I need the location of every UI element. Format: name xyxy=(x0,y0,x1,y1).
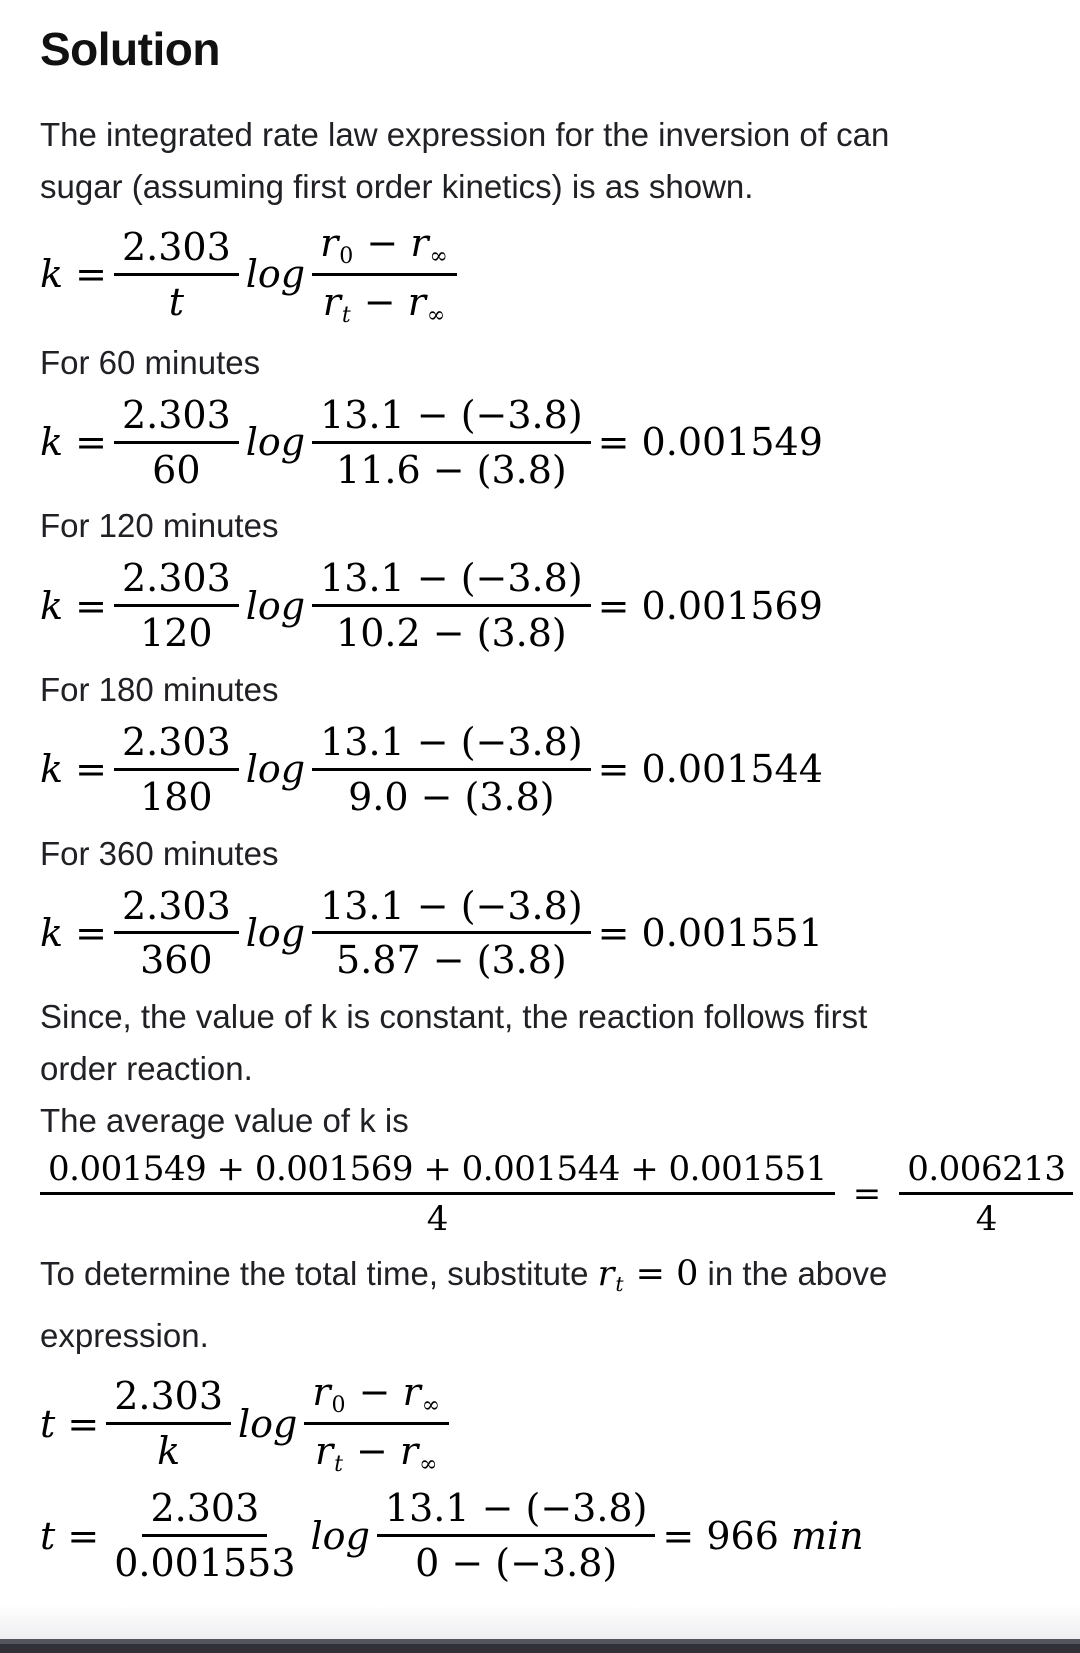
math-fraction xyxy=(304,1370,449,1478)
math-number: 0.001553 xyxy=(114,1540,296,1585)
fraction-denominator xyxy=(132,771,221,820)
math-fraction xyxy=(40,1149,835,1239)
math-number: 180 xyxy=(140,774,213,819)
math-number: 2.303 xyxy=(121,224,231,269)
equation-k-180 xyxy=(40,720,1080,820)
math-fraction xyxy=(312,393,591,493)
math-subscript: 0 xyxy=(331,1393,346,1419)
math-number: 360 xyxy=(140,938,213,983)
math-number: 2.303 xyxy=(121,392,231,437)
section-120-minutes xyxy=(40,500,1080,656)
math-variable: t xyxy=(168,279,184,324)
fraction-denominator xyxy=(328,607,575,656)
math-fraction xyxy=(377,1486,656,1586)
intro-line-2: sugar (assuming first order kinetics) is as shown. xyxy=(40,167,754,205)
math-atom xyxy=(598,747,823,792)
math-fraction xyxy=(106,1374,231,1474)
math-atom xyxy=(40,747,107,792)
fraction-denominator xyxy=(968,1195,1005,1239)
fraction-denominator xyxy=(144,444,208,493)
math-number: = xyxy=(63,911,107,956)
math-atom xyxy=(246,420,305,465)
math-atom xyxy=(40,584,107,629)
fraction-denominator xyxy=(149,1425,188,1474)
math-variable: log xyxy=(245,747,306,792)
math-number: 4 xyxy=(426,1199,448,1240)
section-label: For 360 minutes xyxy=(40,834,279,872)
math-fraction xyxy=(114,884,239,984)
intro-line-1: The integrated rate law expression for the inversion of can xyxy=(40,115,890,153)
math-number: = 0.001569 xyxy=(597,583,823,628)
math-number: = 0 xyxy=(624,1253,699,1294)
fraction-denominator xyxy=(407,1537,625,1586)
math-fraction xyxy=(106,1486,303,1586)
section-label: For 180 minutes xyxy=(40,671,279,708)
average-label: The average value of k is xyxy=(40,1102,409,1140)
math-fraction xyxy=(312,221,457,329)
math-subscript: ∞ xyxy=(421,1393,441,1419)
equation-t-general xyxy=(40,1370,1080,1478)
math-number: 13.1 − (−3.8) xyxy=(320,720,583,764)
fraction-numerator xyxy=(114,720,239,771)
equation-t-final xyxy=(40,1486,1080,1586)
math-variable: k xyxy=(40,911,64,956)
substitute-line-2: expression. xyxy=(40,1317,209,1355)
math-variable: t xyxy=(40,1401,56,1446)
math-atom xyxy=(40,1514,99,1559)
fraction-denominator xyxy=(328,444,575,493)
fraction-numerator xyxy=(312,556,591,607)
math-number: 2.303 xyxy=(121,556,231,601)
math-atom xyxy=(598,911,823,956)
math-number: = xyxy=(63,747,107,792)
math-variable: r xyxy=(402,1370,421,1415)
fraction-numerator xyxy=(312,221,457,276)
math-fraction xyxy=(312,720,591,820)
math-number: 4 xyxy=(975,1199,997,1240)
section-180-minutes xyxy=(40,664,1080,820)
math-fraction xyxy=(312,884,591,984)
inline-math xyxy=(598,1248,699,1310)
math-number: = xyxy=(63,420,107,465)
math-variable: r xyxy=(320,220,339,265)
math-subscript: ∞ xyxy=(419,1452,438,1478)
fraction-numerator xyxy=(377,1486,656,1537)
math-variable: log xyxy=(245,252,306,297)
math-number: 11.6 − (3.8) xyxy=(336,447,567,492)
math-number: 13.1 − (−3.8) xyxy=(320,392,583,437)
bottom-toolbar-edge xyxy=(0,1639,1080,1653)
math-subscript: 0 xyxy=(339,243,354,269)
math-number: = xyxy=(55,1401,100,1446)
math-atom xyxy=(40,252,107,297)
math-number: − xyxy=(351,279,408,324)
fraction-denominator xyxy=(419,1195,456,1239)
math-number: 2.303 xyxy=(114,1374,223,1419)
math-number: = 0.001544 xyxy=(597,747,823,792)
math-atom xyxy=(238,1402,297,1447)
math-number: 2.303 xyxy=(121,720,231,764)
math-number: 9.0 − (3.8) xyxy=(348,774,555,819)
fraction-denominator xyxy=(132,607,221,656)
math-variable: r xyxy=(407,279,426,324)
math-number: − xyxy=(346,1370,403,1415)
substitute-line-1 xyxy=(40,1248,1080,1310)
text-segment: in the above xyxy=(698,1254,888,1292)
conclusion-line-1: Since, the value of k is constant, the reaction follows first xyxy=(40,998,868,1036)
math-variable: r xyxy=(322,279,341,324)
math-atom xyxy=(853,1174,882,1214)
math-variable: log xyxy=(245,420,306,465)
math-fraction xyxy=(114,225,239,325)
math-variable: r xyxy=(597,1253,615,1294)
math-fraction xyxy=(899,1149,1073,1239)
math-atom xyxy=(246,584,305,629)
math-atom xyxy=(311,1514,370,1559)
math-number: = xyxy=(63,252,107,297)
math-atom xyxy=(40,1402,99,1447)
fraction-numerator xyxy=(114,393,239,444)
math-number: = 966 xyxy=(662,1513,791,1558)
math-fraction xyxy=(114,556,239,656)
math-number: = 0.001551 xyxy=(597,911,823,956)
page-bottom-fade xyxy=(0,1605,1080,1639)
math-number: 120 xyxy=(140,611,213,656)
math-atom xyxy=(598,584,823,629)
math-number: 60 xyxy=(152,447,201,492)
page-title: Solution xyxy=(40,23,220,75)
math-number: = 0.001549 xyxy=(597,420,823,465)
fraction-numerator xyxy=(142,1486,267,1537)
math-subscript: t xyxy=(334,1452,343,1478)
math-variable: min xyxy=(790,1513,864,1558)
math-number: 0.006213 xyxy=(907,1149,1066,1190)
math-number: 2.303 xyxy=(121,883,231,928)
math-atom xyxy=(246,252,305,297)
fraction-numerator xyxy=(114,884,239,935)
fraction-denominator xyxy=(106,1537,303,1586)
section-label: For 60 minutes xyxy=(40,343,261,381)
math-number: 5.87 − (3.8) xyxy=(336,938,567,983)
fraction-numerator xyxy=(106,1374,231,1425)
math-number: 13.1 − (−3.8) xyxy=(320,883,583,928)
math-variable: k xyxy=(157,1429,181,1474)
math-number: 2.303 xyxy=(150,1486,260,1531)
fraction-denominator xyxy=(161,276,192,325)
math-subscript: ∞ xyxy=(429,243,448,269)
equation-k-360 xyxy=(40,884,1080,984)
math-subscript: t xyxy=(615,1272,624,1297)
fraction-numerator xyxy=(312,393,591,444)
fraction-numerator xyxy=(312,720,591,771)
math-number: = xyxy=(63,583,107,628)
math-variable: r xyxy=(314,1429,334,1474)
math-atom xyxy=(246,911,305,956)
math-variable: k xyxy=(40,420,64,465)
math-fraction xyxy=(312,556,591,656)
math-number: 10.2 − (3.8) xyxy=(336,611,567,656)
math-variable: log xyxy=(245,911,306,956)
fraction-denominator xyxy=(328,934,575,983)
math-atom xyxy=(246,747,305,792)
math-variable: log xyxy=(310,1513,370,1558)
section-label: For 120 minutes xyxy=(40,507,279,545)
math-subscript: t xyxy=(341,302,351,328)
conclusion-line-2: order reaction. xyxy=(40,1050,253,1088)
math-variable: t xyxy=(40,1513,56,1558)
math-variable: k xyxy=(40,747,64,792)
toolbar-strip-dark xyxy=(0,1644,1080,1653)
math-fraction xyxy=(114,393,239,493)
math-number: 13.1 − (−3.8) xyxy=(320,556,583,601)
math-variable: r xyxy=(399,1429,419,1474)
math-number: = xyxy=(852,1174,882,1215)
math-atom xyxy=(40,420,107,465)
math-number: − xyxy=(343,1429,400,1474)
equation-k-120 xyxy=(40,556,1080,656)
fraction-numerator xyxy=(899,1149,1073,1195)
math-variable: log xyxy=(245,583,306,628)
section-360-minutes xyxy=(40,828,1080,984)
math-number: 13.1 − (−3.8) xyxy=(384,1486,648,1531)
fraction-numerator xyxy=(114,225,239,276)
math-variable: r xyxy=(312,1370,331,1415)
equation-k-general xyxy=(40,221,1080,329)
fraction-numerator xyxy=(312,884,591,935)
math-variable: k xyxy=(40,583,64,628)
fraction-denominator xyxy=(132,934,221,983)
math-number: − xyxy=(354,220,411,265)
math-atom xyxy=(662,1514,863,1559)
fraction-denominator xyxy=(307,1425,447,1478)
math-subscript: ∞ xyxy=(426,302,446,328)
math-number: 0.001549 + 0.001569 + 0.001544 + 0.001551 xyxy=(48,1149,827,1190)
math-number: 0 − (−3.8) xyxy=(415,1540,618,1585)
equation-k-average xyxy=(40,1149,1080,1239)
fraction-denominator xyxy=(340,771,563,820)
fraction-numerator xyxy=(114,556,239,607)
fraction-denominator xyxy=(315,276,455,329)
math-atom xyxy=(40,911,107,956)
fraction-numerator xyxy=(40,1149,835,1195)
equation-k-60 xyxy=(40,393,1080,493)
math-variable: r xyxy=(410,220,429,265)
section-60-minutes xyxy=(40,337,1080,493)
math-number: = xyxy=(55,1513,100,1558)
fraction-numerator xyxy=(304,1370,449,1425)
math-variable: log xyxy=(238,1401,298,1446)
math-fraction xyxy=(114,720,239,820)
text-segment: To determine the total time, substitute xyxy=(40,1254,598,1292)
math-atom xyxy=(598,420,823,465)
math-variable: k xyxy=(40,252,64,297)
